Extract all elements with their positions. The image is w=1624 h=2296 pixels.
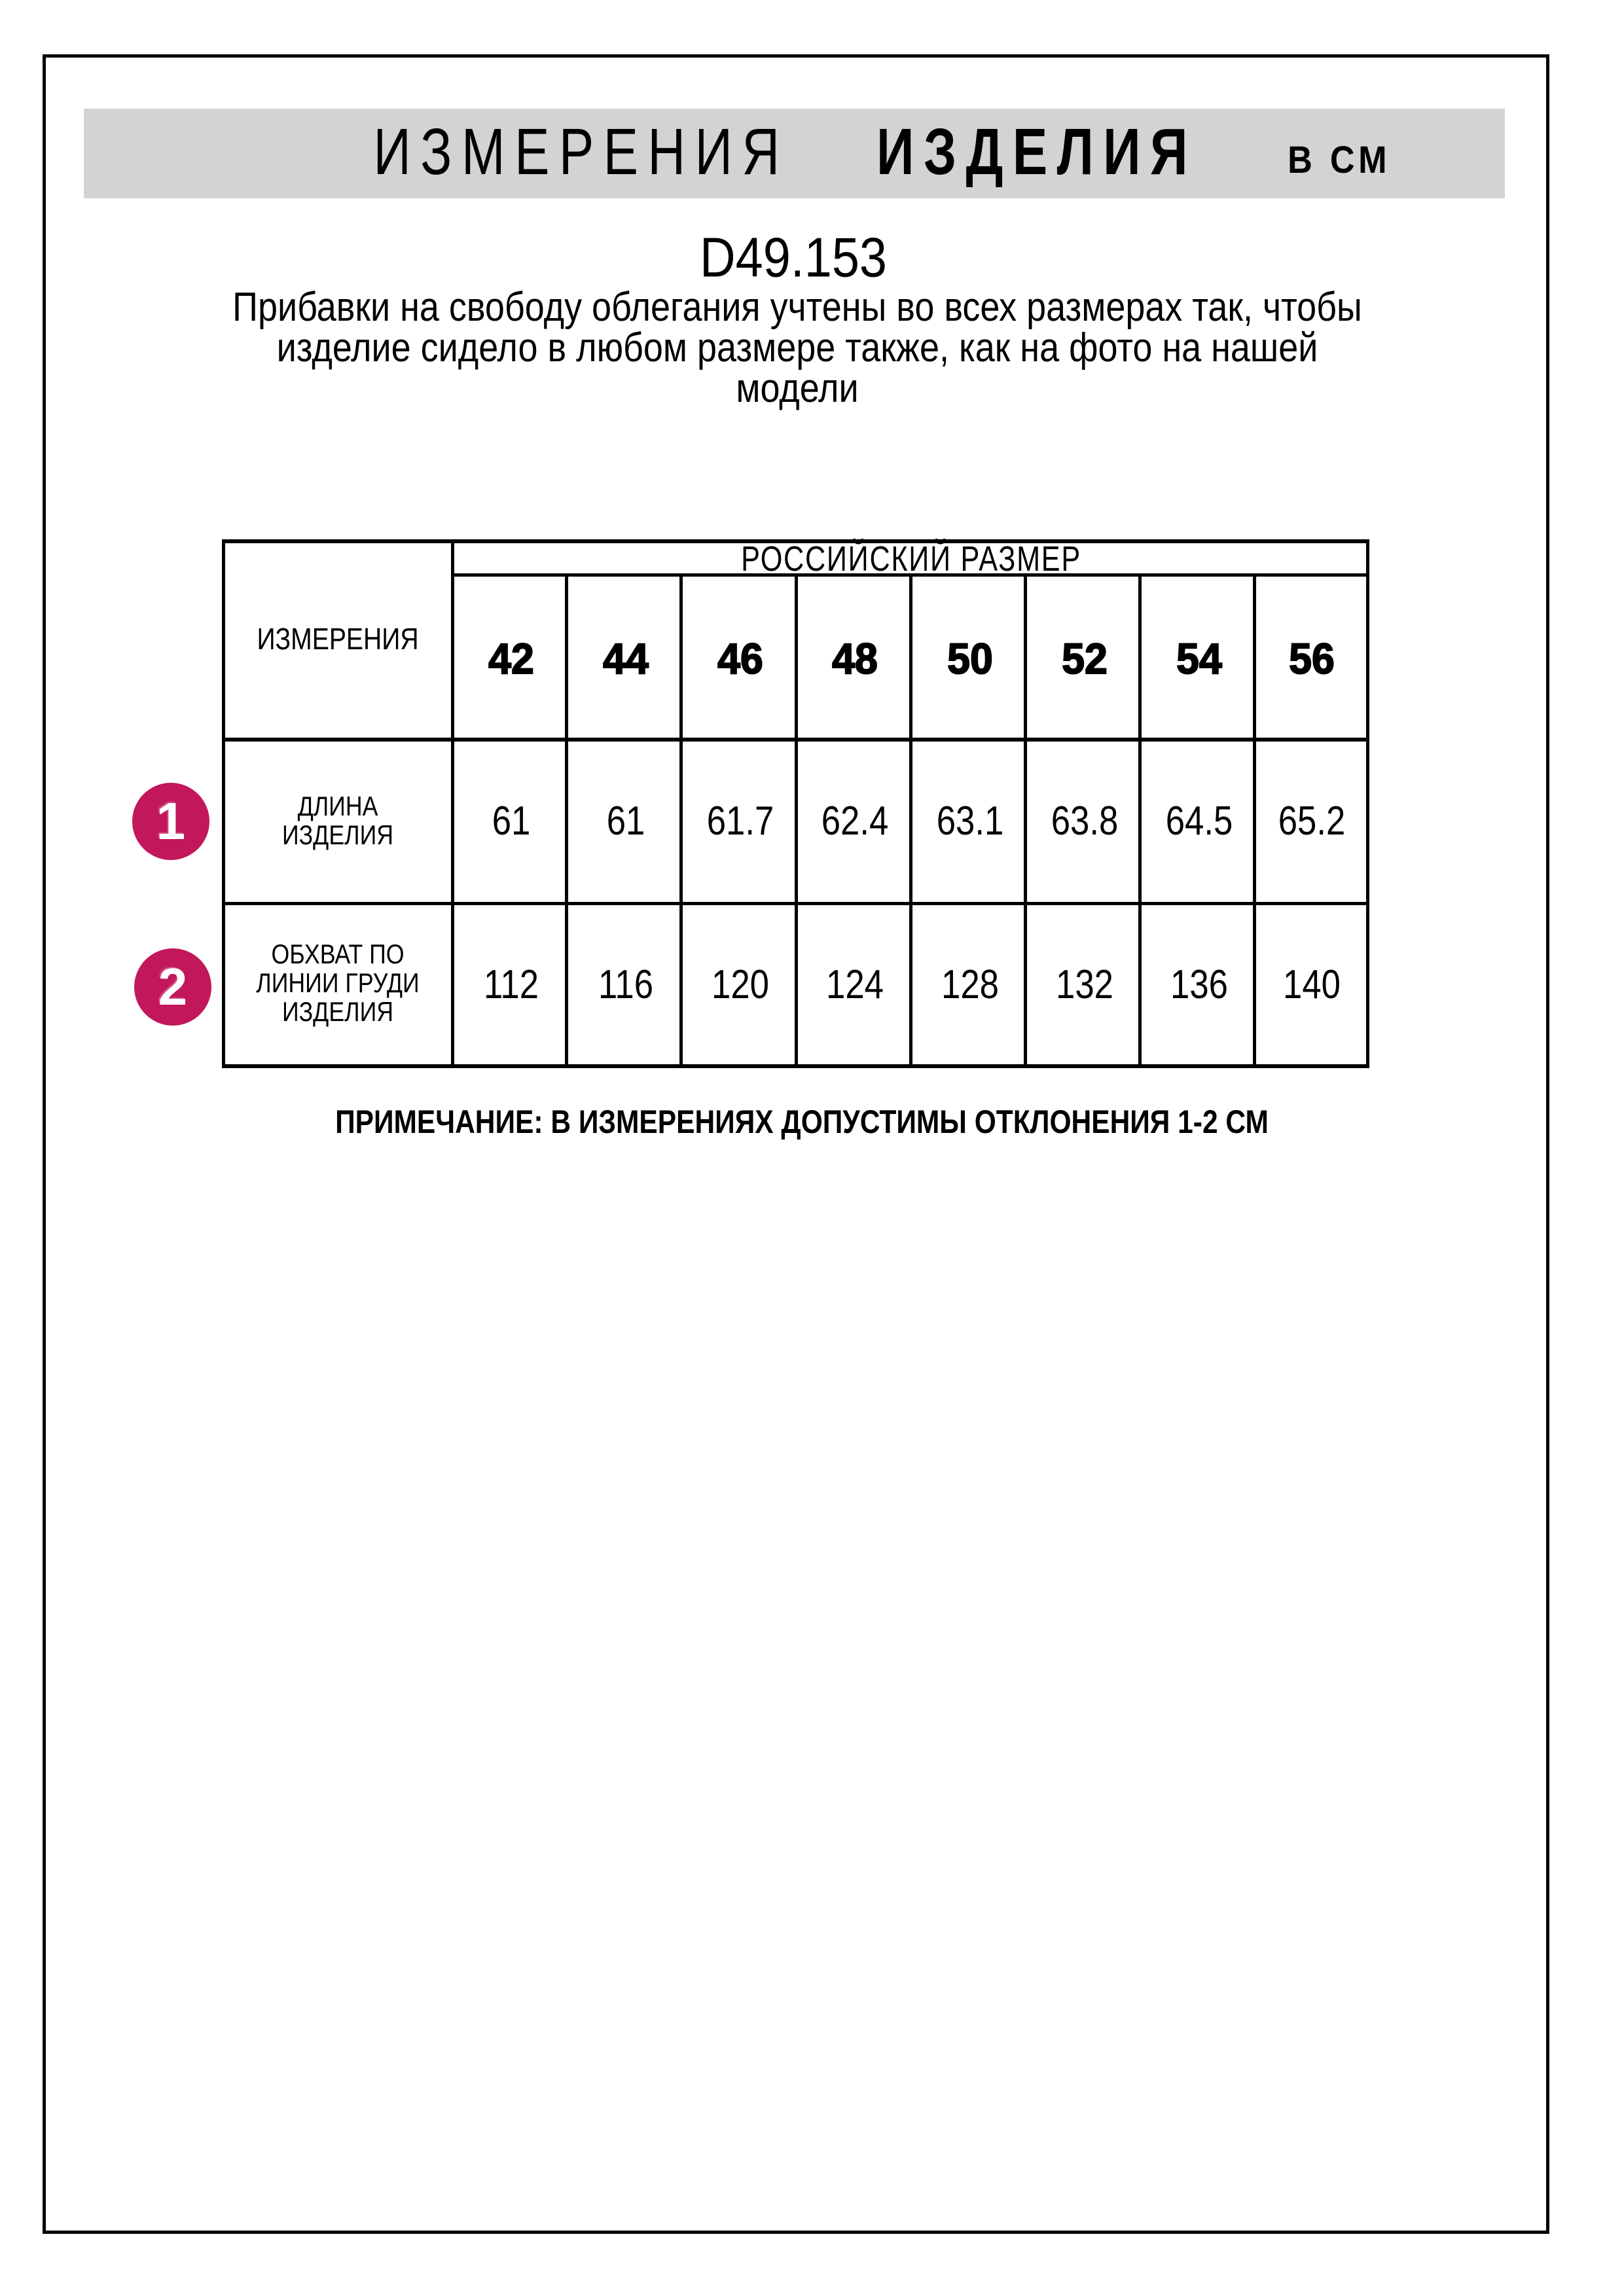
subtitle-line: изделие сидело в любом размере также, как на фото на нашей — [276, 325, 1318, 370]
row-label-line: ДЛИНА — [297, 791, 378, 821]
table-cell: 61 — [492, 798, 531, 844]
table-divider — [909, 573, 912, 1068]
table-cell: 120 — [712, 962, 769, 1007]
row-label-length — [282, 792, 393, 850]
page-title-product: ИЗДЕЛИЯ — [876, 115, 1197, 188]
size-column-header: 50 — [947, 634, 993, 683]
table-divider — [679, 573, 683, 1068]
page-title-units: В СМ — [1288, 139, 1391, 181]
table-divider — [1253, 573, 1256, 1068]
table-divider — [565, 573, 568, 1068]
size-column-header: 54 — [1176, 634, 1222, 683]
row-label-line: ОБХВАТ ПО — [271, 939, 405, 969]
row-marker-2 — [134, 948, 211, 1026]
row-marker-2-number: 2 — [158, 958, 188, 1016]
size-column-header: 56 — [1289, 634, 1335, 683]
row-label-chest-girth — [256, 940, 419, 1026]
row-marker-1 — [132, 783, 209, 860]
table-cell: 63.1 — [936, 798, 1004, 844]
row-label-line: ЛИНИИ ГРУДИ — [256, 967, 420, 998]
size-column-header: 48 — [832, 634, 878, 683]
subtitle-line: модели — [736, 366, 859, 411]
size-column-header: 52 — [1062, 634, 1108, 683]
table-border-left — [222, 539, 225, 1068]
tolerance-note: ПРИМЕЧАНИЕ: В ИЗМЕРЕНИЯХ ДОПУСТИМЫ ОТКЛОНЕНИЯ 1-2 СМ — [335, 1103, 1269, 1140]
table-cell: 112 — [483, 962, 539, 1007]
product-code: D49.153 — [699, 226, 888, 289]
table-cell: 140 — [1283, 962, 1341, 1007]
row-label-line: ИЗДЕЛИЯ — [281, 819, 394, 850]
table-cell: 62.4 — [821, 798, 889, 844]
table-cell: 65.2 — [1278, 798, 1346, 844]
table-cell: 63.8 — [1051, 798, 1119, 844]
size-column-header: 42 — [488, 634, 534, 683]
subtitle-paragraph — [232, 287, 1362, 409]
table-cell: 124 — [826, 962, 884, 1007]
table-cell: 61.7 — [706, 798, 774, 844]
table-divider-col1 — [451, 539, 454, 1068]
table-cell: 116 — [598, 962, 654, 1007]
table-divider — [795, 573, 798, 1068]
row-label-line: ИЗДЕЛИЯ — [281, 996, 394, 1027]
table-cell: 136 — [1170, 962, 1228, 1007]
page-title-measurements: ИЗМЕРЕНИЯ — [373, 115, 789, 188]
table-cell: 128 — [941, 962, 999, 1007]
table-cell: 64.5 — [1165, 798, 1233, 844]
column-group-header-russian-size: РОССИЙСКИЙ РАЗМЕР — [741, 539, 1081, 579]
size-column-header: 46 — [717, 634, 763, 683]
table-cell: 61 — [606, 798, 645, 844]
row-marker-1-number: 1 — [156, 792, 186, 850]
table-border-right — [1366, 539, 1369, 1068]
table-divider — [1138, 573, 1142, 1068]
table-cell: 132 — [1056, 962, 1113, 1007]
size-column-header: 44 — [603, 634, 649, 683]
table-divider — [1024, 573, 1027, 1068]
subtitle-line: Прибавки на свободу облегания учтены во всех размерах так, чтобы — [232, 285, 1362, 330]
column-header-measurements: ИЗМЕРЕНИЯ — [257, 622, 419, 656]
